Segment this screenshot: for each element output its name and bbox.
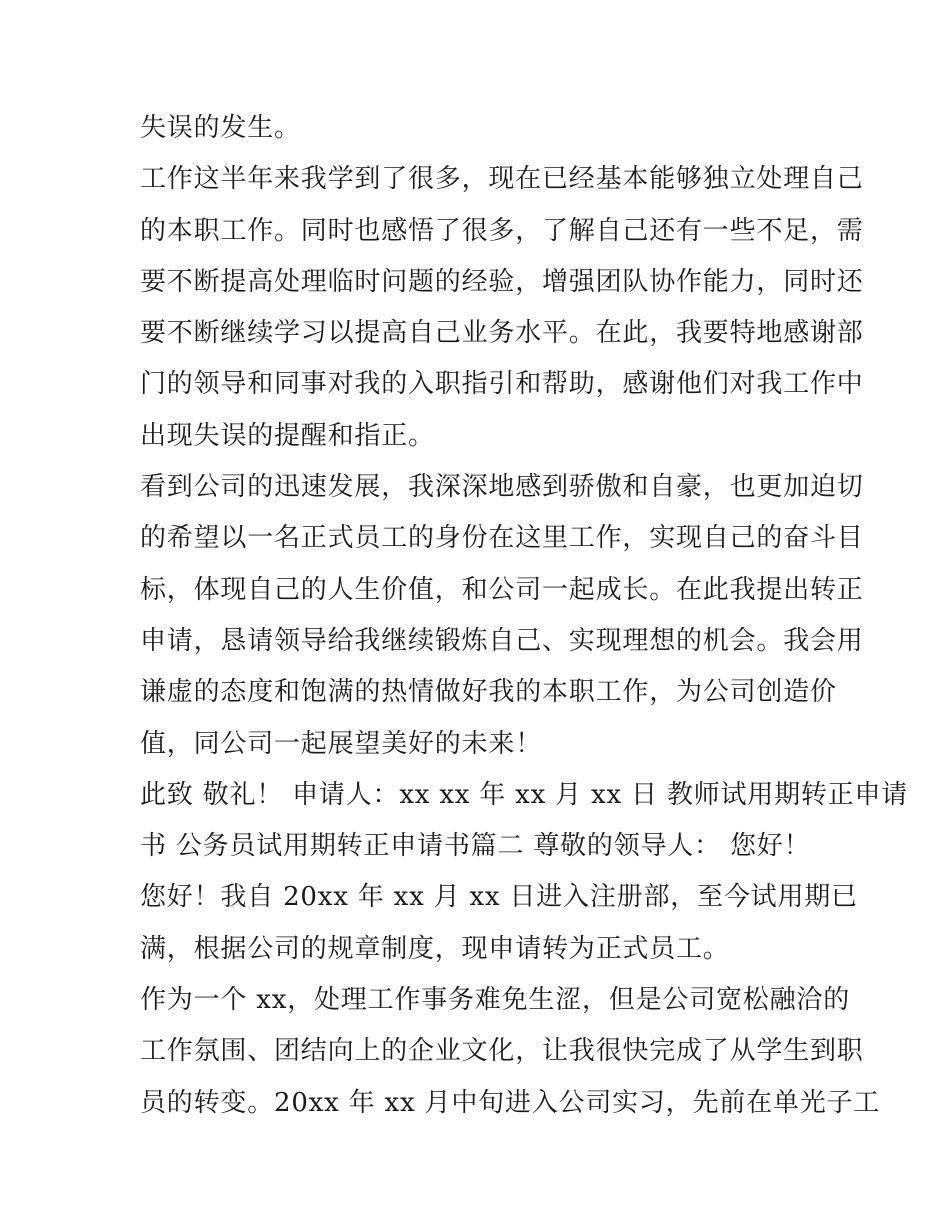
text-line: 要不断提高处理临时问题的经验，增强团队协作能力，同时还 [140,266,864,297]
text-line: 的本职工作。同时也感悟了很多，了解自己还有一些不足，需 [140,215,864,246]
text-line: 员的转变。20xx 年 xx 月中旬进入公司实习，先前在单光子工 [140,1087,881,1118]
text-line: 此致 敬礼！ 申请人：xx xx 年 xx 月 xx 日 教师试用期转正申请 [140,779,909,810]
text-line: 标，体现自己的人生价值，和公司一起成长。在此我提出转正 [140,574,864,605]
text-line: 工作这半年来我学到了很多，现在已经基本能够独立处理自己 [140,164,864,195]
text-line: 书 公务员试用期转正申请书篇二 尊敬的领导人： 您好！ [140,831,811,862]
text-line: 满，根据公司的规章制度，现申请转为正式员工。 [140,933,730,964]
text-line: 作为一个 xx，处理工作事务难免生涩，但是公司宽松融洽的 [140,985,850,1016]
text-line: 看到公司的迅速发展，我深深地感到骄傲和自豪，也更加迫切 [140,472,864,503]
text-line: 的希望以一名正式员工的身份在这里工作，实现自己的奋斗目 [140,523,864,554]
text-line: 谦虚的态度和饱满的热情做好我的本职工作，为公司创造价 [140,677,837,708]
text-line: 申请，恳请领导给我继续锻炼自己、实现理想的机会。我会用 [140,625,864,656]
text-line: 门的领导和同事对我的入职指引和帮助，感谢他们对我工作中 [140,369,864,400]
text-line: 您好！我自 20xx 年 xx 月 xx 日进入注册部，至今试用期已 [140,882,858,913]
text-line: 工作氛围、团结向上的企业文化，让我很快完成了从学生到职 [140,1036,864,1067]
text-line: 失误的发生。 [140,113,301,143]
document-page [140,103,909,1129]
text-line: 出现失误的提醒和指正。 [140,420,435,451]
text-line: 值，同公司一起展望美好的未来！ [140,728,543,759]
text-line: 要不断继续学习以提高自己业务水平。在此，我要特地感谢部 [140,318,864,349]
